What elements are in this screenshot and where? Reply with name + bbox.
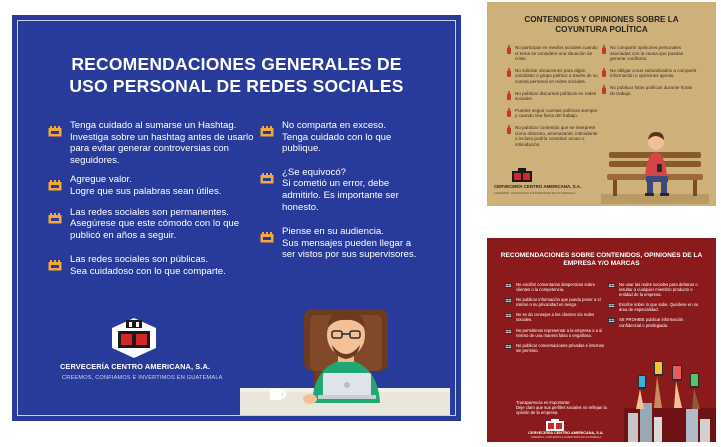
rule-item <box>507 45 599 62</box>
rule-item <box>505 312 607 322</box>
right-rules-column <box>608 282 706 333</box>
brand-tagline: CREEMOS, CONFIAMOS E INVERTIMOS EN GUATEMALA <box>494 191 576 195</box>
company-logo <box>512 168 532 182</box>
bottle-icon <box>507 68 511 77</box>
brand-name: CERVECERÍA CENTRO AMERICANA, S.A. <box>528 431 604 435</box>
right-rules-column <box>602 45 698 102</box>
rule-text: No publicar contenido que se interprete como obsceno, amenazante, intimidante o incluso podría constituir acoso o intimidación. <box>515 124 598 147</box>
rule-item <box>507 108 599 119</box>
hashtag-icon <box>608 283 615 288</box>
recommendation-item <box>48 254 254 277</box>
recommendation-text: Piense en su audiencia. Sus mensajes pueden llegar a ser vistos por sus supervisores. <box>282 226 417 261</box>
rule-item <box>602 68 698 79</box>
recommendation-text: Tenga cuidado al sumarse un Hashtag. Investiga sobre un hashtag antes de usarlo para evitar generar controversias con seguidores. <box>70 120 254 166</box>
hashtag-icon <box>505 344 512 349</box>
beer-crate-icon <box>260 232 274 243</box>
poster-title: RECOMENDACIONES SOBRE CONTENIDOS, OPINIONES DE LA EMPRESA Y/O MARCAS <box>500 252 703 268</box>
recommendation-text: Las redes sociales son permanentes. Asegúrese que este cómodo con lo que publicó en años a seguir. <box>70 206 240 241</box>
bottle-icon <box>602 85 606 94</box>
man-at-laptop-illustration <box>240 295 450 415</box>
brand-name: CERVECERÍA CENTRO AMERICANA, S.A. <box>60 362 211 371</box>
rule-text: No participar en medios sociales cuando el tema se considere una situación de crisis. <box>515 45 598 62</box>
rule-text: No publicar discursos políticos en redes sociales. <box>515 90 597 102</box>
left-rules-column <box>505 282 607 358</box>
hashtag-icon <box>505 283 512 288</box>
poster-company-opinions <box>487 238 716 442</box>
poster-political-opinions <box>487 2 716 206</box>
rule-text: No solicitar donaciones para algún candidato o grupo político a través de su cuenta personal en redes sociales. <box>515 67 598 84</box>
beer-crate-icon <box>48 180 62 191</box>
rule-item <box>608 302 706 312</box>
bottle-icon <box>507 45 511 54</box>
bottle-icon <box>507 108 511 117</box>
beer-crate-icon <box>48 126 62 137</box>
recommendation-item <box>260 226 420 261</box>
recommendation-text: Las redes sociales son públicas. Sea cuidadoso con lo que comparte. <box>70 254 226 277</box>
recommendation-item <box>260 120 420 155</box>
beer-crate-icon <box>48 260 62 271</box>
left-recommendations-column <box>48 120 254 278</box>
rule-item <box>505 343 607 353</box>
hashtag-icon <box>608 303 615 308</box>
rule-text: No se da consejos a los clientes vía redes sociales. <box>516 312 595 323</box>
transparency-note: Transparencia es Importante: Deje claro que sus perfiles sociales no reflejan la opinión de la empresa. <box>516 400 607 416</box>
recommendation-item <box>260 167 420 213</box>
brand-tagline: CREEMOS, CONFIAMOS E INVERTIMOS EN GUATEMALA <box>62 375 223 381</box>
brand-name: CERVECERÍA CENTRO AMERICANA, S.A. <box>494 184 582 189</box>
rule-item <box>507 91 599 102</box>
right-recommendations-column <box>260 120 420 261</box>
hashtag-icon <box>505 329 512 334</box>
company-logo <box>112 318 156 358</box>
left-rules-column <box>507 45 599 153</box>
bottle-icon <box>507 125 511 134</box>
recommendation-item <box>48 120 254 166</box>
rule-item <box>602 85 698 96</box>
recommendation-item <box>48 174 254 197</box>
poster-title: RECOMENDACIONES GENERALES DE USO PERSONAL DE REDES SOCIALES <box>69 54 404 96</box>
brand-tagline: CREEMOS, CONFIAMOS E INVERTIMOS EN GUATEMALA <box>530 436 602 439</box>
rule-text: No usar las redes sociales para defamar o insultar a cualquier miembro producto o entidad de la empresa. <box>619 282 698 298</box>
rule-text: No permitimos representar a la empresa o a sí mismo de una manera falsa o engañosa. <box>516 327 603 338</box>
rule-item <box>505 282 607 292</box>
recommendation-text: Agregue valor. Logre que sus palabras sean útiles. <box>70 174 222 197</box>
rule-text: No escribir comentarios despectivos sobre clientes o la competencia. <box>516 282 595 293</box>
rule-item <box>505 297 607 307</box>
rule-text: No compartir opiniones personales asociadas con la causa que puedan generar conflictos. <box>610 45 684 62</box>
rule-text: No publicar fotos políticas durante horas de trabajo. <box>610 84 693 96</box>
rule-text: No publicar información que pueda poner a sí mismo o su privacidad en riesgo. <box>516 297 601 308</box>
recommendation-text: No comparta en exceso. Tenga cuidado con lo que publique. <box>282 120 392 155</box>
beer-crate-icon <box>48 213 62 224</box>
beer-crate-icon <box>260 126 274 137</box>
bottle-icon <box>507 91 511 100</box>
hashtag-icon <box>608 318 615 323</box>
bottle-icon <box>602 68 606 77</box>
beer-crate-icon <box>260 173 274 184</box>
hands-with-phones-illustration <box>624 353 716 442</box>
recommendation-text: ¿Se equivocó? Si cometió un error, debe admitirlo. Es importante ser honesto. <box>282 166 399 213</box>
recommendation-item <box>48 207 254 242</box>
bottle-icon <box>602 45 606 54</box>
hashtag-icon <box>505 298 512 303</box>
rule-item <box>507 68 599 85</box>
rule-text: SE PROHIBE publicar información confidencial o privilegiada. <box>619 317 684 328</box>
rule-text: No publicar conversaciones privadas e internas sin permiso. <box>516 342 604 353</box>
man-on-bench-illustration <box>601 124 709 204</box>
company-logo <box>546 419 564 431</box>
hashtag-icon <box>505 313 512 318</box>
rule-item <box>608 317 706 327</box>
rule-item <box>505 328 607 338</box>
rule-text: Escribe sobre lo que sabe. Quédese en su área de especialidad. <box>619 302 699 313</box>
rule-text: No obligar a sus subordinados a compartir información u opiniones ajenas. <box>610 67 697 79</box>
poster-title: CONTENIDOS Y OPINIONES SOBRE LA COYUNTURA POLÍTICA <box>524 15 679 35</box>
rule-text: Puedes seguir cuentas políticas siempre y cuando sea fuera del trabajo. <box>515 107 598 119</box>
rule-item <box>608 282 706 297</box>
rule-item <box>602 45 698 62</box>
rule-item <box>507 125 599 147</box>
poster-personal-social-media <box>12 15 461 421</box>
